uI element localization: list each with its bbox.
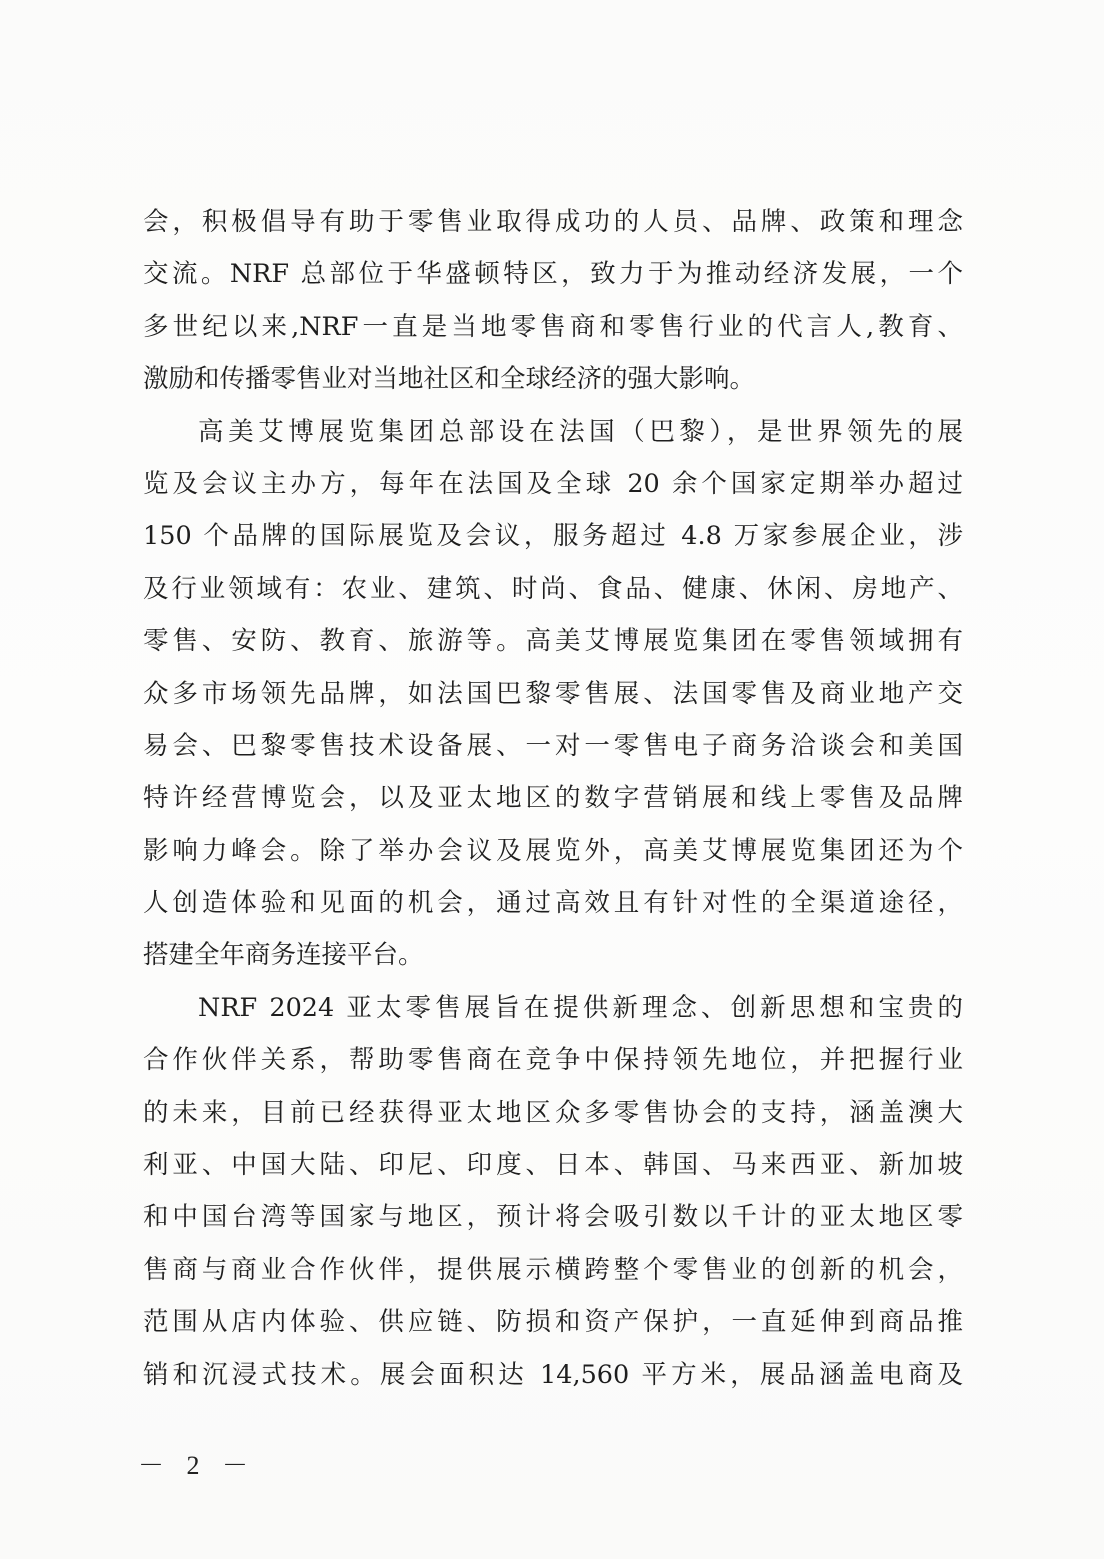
text-line: 零售、安防、教育、旅游等。高美艾博展览集团在零售领域拥有 (143, 626, 963, 657)
text-line: 范围从店内体验、供应链、防损和资产保护，一直延伸到商品推 (143, 1307, 963, 1338)
text-line: 利亚、中国大陆、印尼、印度、日本、韩国、马来西亚、新加坡 (143, 1150, 963, 1181)
text-line: 的未来，目前已经获得亚太地区众多零售协会的支持，涵盖澳大 (143, 1097, 963, 1128)
text-line: 交流。NRF 总部位于华盛顿特区，致力于为推动经济发展，一个 (143, 259, 963, 290)
text-line: 易会、巴黎零售技术设备展、一对一零售电子商务洽谈会和美国 (143, 730, 963, 761)
text-line: 影响力峰会。除了举办会议及展览外，高美艾博展览集团还为个 (143, 835, 963, 866)
text-line: 激励和传播零售业对当地社区和全球经济的强大影响。 (143, 364, 756, 395)
text-line: 售商与商业合作伙伴，提供展示横跨整个零售业的创新的机会， (143, 1254, 963, 1285)
text-line: 150 个品牌的国际展览及会议，服务超过 4.8 万家参展企业，涉 (143, 521, 963, 552)
text-line: 多世纪以来,NRF一直是当地零售商和零售行业的代言人,教育、 (143, 311, 963, 342)
page-number: － 2 － (138, 1451, 257, 1480)
paragraph-nrf-2024-apac (143, 982, 963, 1401)
paragraph-comexposium (143, 406, 963, 982)
text-line: 人创造体验和见面的机会，通过高效且有针对性的全渠道途径， (143, 888, 963, 919)
text-line: 合作伙伴关系，帮助零售商在竞争中保持领先地位，并把握行业 (143, 1045, 963, 1076)
body-text (143, 196, 963, 1401)
paragraph-nrf-intro (143, 196, 963, 406)
text-line: 览及会议主办方，每年在法国及全球 20 余个国家定期举办超过 (143, 468, 963, 499)
text-line: 和中国台湾等国家与地区，预计将会吸引数以千计的亚太地区零 (143, 1202, 963, 1233)
text-line: 销和沉浸式技术。展会面积达 14,560 平方米，展品涵盖电商及 (143, 1359, 963, 1390)
text-line: 众多市场领先品牌，如法国巴黎零售展、法国零售及商业地产交 (143, 678, 963, 709)
text-line: 高美艾博展览集团总部设在法国（巴黎），是世界领先的展 (198, 416, 963, 447)
text-line: 搭建全年商务连接平台。 (143, 940, 424, 971)
text-line: 及行业领域有：农业、建筑、时尚、食品、健康、休闲、房地产、 (143, 573, 963, 604)
text-line: 会，积极倡导有助于零售业取得成功的人员、品牌、政策和理念 (143, 207, 963, 237)
text-line: 特许经营博览会，以及亚太地区的数字营销展和线上零售及品牌 (143, 783, 963, 814)
text-line: NRF 2024 亚太零售展旨在提供新理念、创新思想和宝贵的 (198, 992, 963, 1023)
